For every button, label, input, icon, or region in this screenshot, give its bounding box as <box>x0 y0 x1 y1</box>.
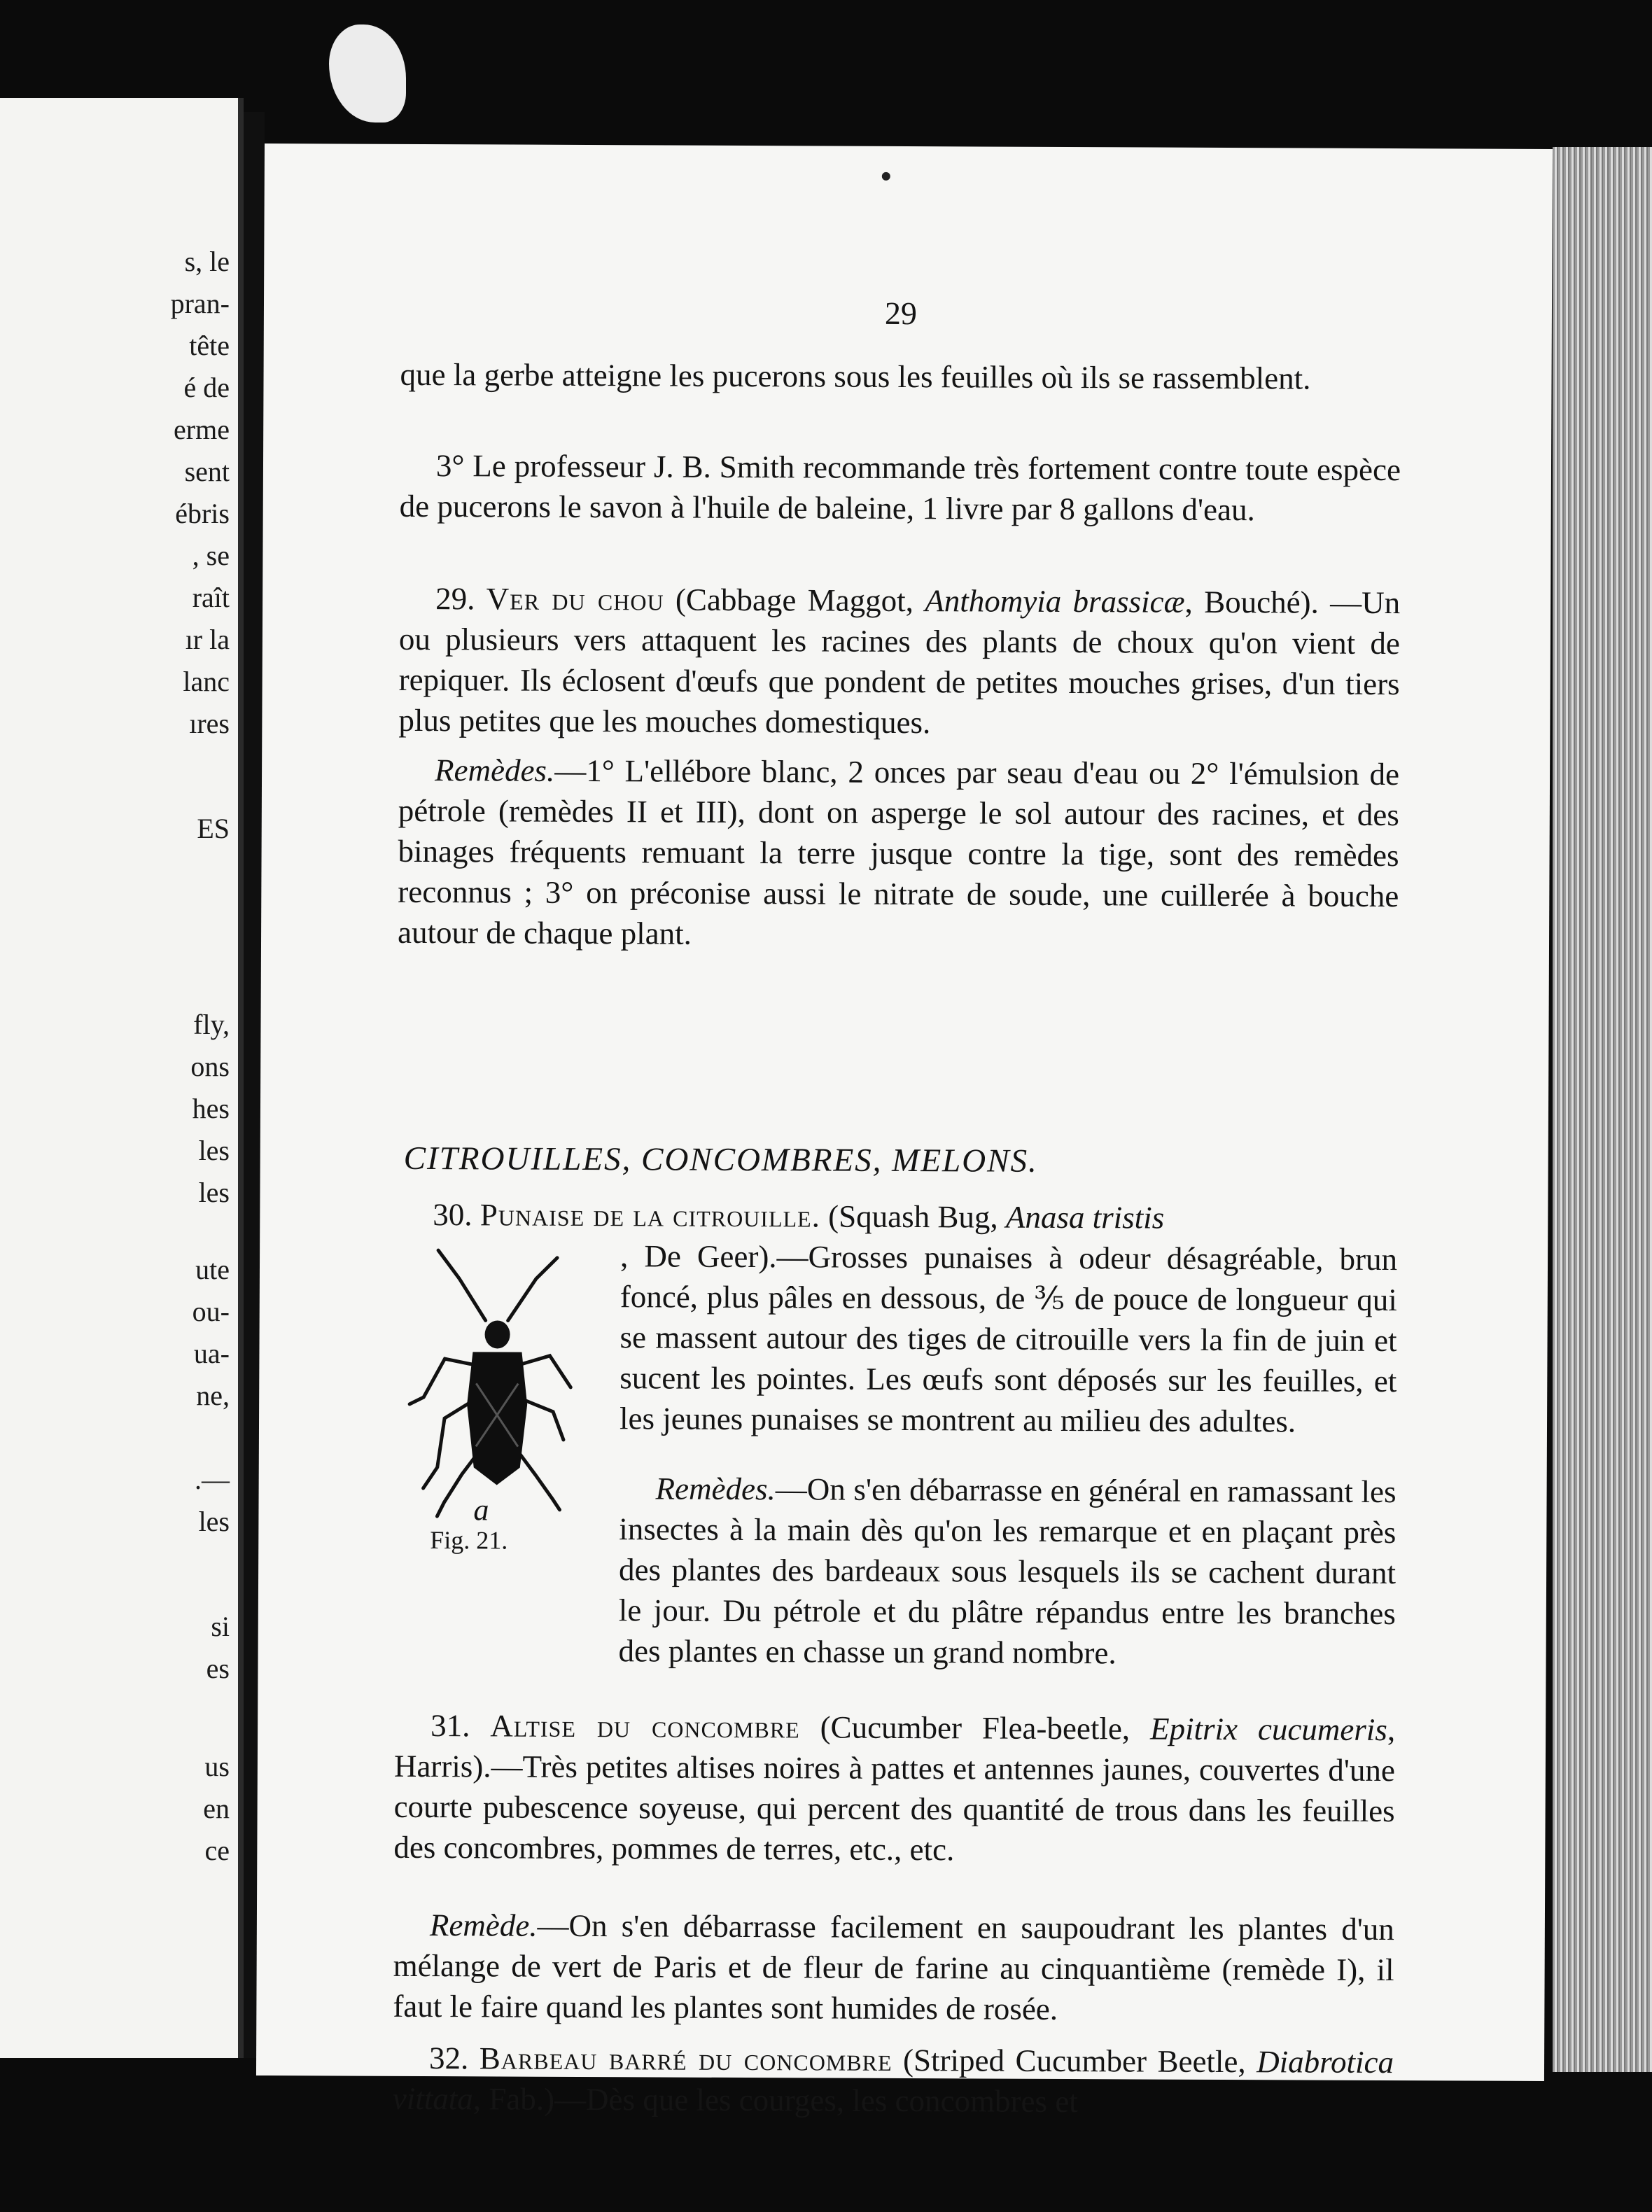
left-page-fragment: hes <box>192 1093 230 1124</box>
paragraph-remedes-2-head <box>618 1468 1396 1674</box>
left-page-fragment: ne, <box>196 1380 230 1411</box>
item-title: Altise du concombre <box>490 1708 800 1745</box>
left-page-fragment: es <box>206 1653 230 1684</box>
left-page-fragment: si <box>211 1611 230 1642</box>
left-page-fragment: ua- <box>193 1338 230 1369</box>
paragraph-text: , Bouché). —Un ou plusieurs vers attaquent les racines des plants de choux qu'on vient de repiquer. Ils éclosent d'œufs que pondent de petites mouches grises, d'un tiers plus petites que les mouches domestiques. <box>398 584 1401 741</box>
left-page-fragment: .— <box>195 1464 230 1495</box>
latin-name: Diabrotica vittata <box>392 2044 1394 2117</box>
item-number: 30. <box>433 1197 472 1233</box>
page-edges <box>1553 147 1652 2072</box>
left-page-fragment: ons <box>190 1051 230 1082</box>
left-page-fragment: tête <box>189 330 230 361</box>
left-page-fragment: en <box>203 1793 230 1824</box>
paragraph-smith <box>400 445 1401 531</box>
bug-antenna-right <box>508 1258 557 1321</box>
latin-name: Epitrix cucumeris <box>1149 1711 1387 1748</box>
item-title: Punaise de la citrouille. <box>479 1197 821 1234</box>
figure-label: a <box>473 1492 489 1527</box>
section-heading: CITROUILLES, CONCOMBRES, MELONS. <box>403 1140 1038 1180</box>
paragraph-remede-3 <box>393 1905 1394 2031</box>
left-page-fragment: raît <box>192 582 230 613</box>
paper-tear <box>329 24 406 122</box>
item-number: 32. <box>428 2040 469 2076</box>
remedes-label: Remèdes. <box>434 752 555 788</box>
left-page-fragment: sent <box>184 456 230 487</box>
bug-body <box>467 1352 528 1485</box>
item-number: 29. <box>435 581 475 617</box>
left-page-fragment: les <box>198 1135 230 1166</box>
left-page-fragment: ıres <box>189 708 230 739</box>
paragraph-text: (Striped Cucumber Beetle, <box>892 2042 1257 2080</box>
left-page-fragment: ébris <box>175 498 230 529</box>
paragraph-punaise-head <box>396 1194 1397 1239</box>
remede-label: Remède. <box>429 1907 538 1943</box>
paragraph-remedes-1 <box>398 750 1399 957</box>
paragraph-text: , Harris).—Très petites altises noires à pattes et antennes jaunes, couvertes d'une courte pubescence soyeuse, qui percent des quantité de trous dans les feuilles des concombres, pommes de terres, etc., etc. <box>393 1712 1396 1868</box>
paragraph-text: , Fab.)—Dès que les courges, les concombres et <box>472 2081 1078 2120</box>
latin-name: Anthomyia brassicæ <box>925 583 1185 620</box>
ink-dot <box>882 172 890 181</box>
left-page-fragment: les <box>198 1506 230 1537</box>
page-number: 29 <box>884 295 918 332</box>
left-page-fragment: pran- <box>170 288 230 319</box>
bug-antenna-left <box>438 1250 486 1320</box>
paragraph-text: (Cabbage Maggot, <box>664 582 925 619</box>
bug-head <box>484 1320 510 1348</box>
item-title: Barbeau barré du concombre <box>479 2040 892 2078</box>
left-page-fragment: , se <box>192 540 230 571</box>
left-page-fragment: ES <box>197 813 230 844</box>
left-page-fragment: ır la <box>185 624 230 655</box>
left-page-fragment: lanc <box>183 666 230 697</box>
left-page-fragment: é de <box>183 372 230 403</box>
paragraph-text: —On s'en débarrasse facilement en saupoudrant les plantes d'un mélange de vert de Paris et de fleur de farine au cinquantième (remède I), il faut le faire quand les plantes sont humides de rosée. <box>393 1907 1394 2026</box>
paragraph-continuation <box>400 354 1401 399</box>
paragraph-ver-du-chou <box>398 578 1400 745</box>
paragraph-altise <box>393 1705 1395 1872</box>
paragraph-text: —1° L'ellébore blanc, 2 onces par seau d'eau ou 2° l'émulsion de pétrole (remèdes II et III), dont on asperge le sol autour des racines, et des binages fréquents remuant la terre jusque contre la tige, sont des remèdes reconnus ; 3° on préconise aussi le nitrate de soude, une cuillerée à bouche autour de chaque plant. <box>397 752 1400 951</box>
paragraph-barbeau <box>393 2038 1394 2123</box>
left-page-fragment: ce <box>204 1835 230 1866</box>
remedes-label: Remèdes. <box>655 1471 776 1507</box>
left-page-fragment: s, le <box>184 246 230 277</box>
item-title: Ver du chou <box>486 581 664 617</box>
latin-name: Anasa tristis <box>1005 1199 1165 1236</box>
left-page-fragment: ou- <box>192 1296 230 1327</box>
item-number: 31. <box>430 1708 470 1744</box>
paragraph-text: —On s'en débarrasse en général en ramassant les insectes à la main dès qu'on les remarque et en plaçant près des plantes des bardeaux sous lesquels ils se cachent durant le jour. Du pétrole et du plâtre répandus entre les branches des plantes en chasse un grand nombre. <box>618 1471 1396 1671</box>
squash-bug-illustration <box>395 1236 606 1531</box>
paragraph-punaise-body <box>620 1236 1397 1442</box>
left-page-fragment: erme <box>174 414 230 445</box>
paragraph-text: (Cucumber Flea-beetle, <box>799 1709 1151 1746</box>
left-page <box>0 98 244 2058</box>
paragraph-text: (Squash Bug, <box>820 1198 1007 1235</box>
paragraph-text: que la gerbe atteigne les pucerons sous les feuilles où ils se rassemblent. <box>400 356 1311 396</box>
left-page-fragment: les <box>198 1177 230 1208</box>
paragraph-text: , De Geer).—Grosses punaises à odeur désagréable, brun foncé, plus pâles en dessous, de ⅗ de pouce de longueur qui se massent autour des tiges de citrouille vers la fin de juin et sucent les pointes. Les œufs sont déposés sur les feuilles, et les jeunes punaises se montrent au milieu des adultes. <box>619 1238 1398 1439</box>
figure-caption: Fig. 21. <box>430 1526 508 1555</box>
left-page-fragment: us <box>204 1751 230 1782</box>
right-page <box>256 144 1553 2120</box>
page-content <box>392 144 1402 2120</box>
paragraph-text: 3° Le professeur J. B. Smith recommande très fortement contre toute espèce de pucerons le savon à l'huile de baleine, 1 livre par 8 gallons d'eau. <box>399 448 1401 528</box>
left-page-fragment: fly, <box>193 1009 230 1040</box>
left-page-fragment: ute <box>195 1254 230 1285</box>
